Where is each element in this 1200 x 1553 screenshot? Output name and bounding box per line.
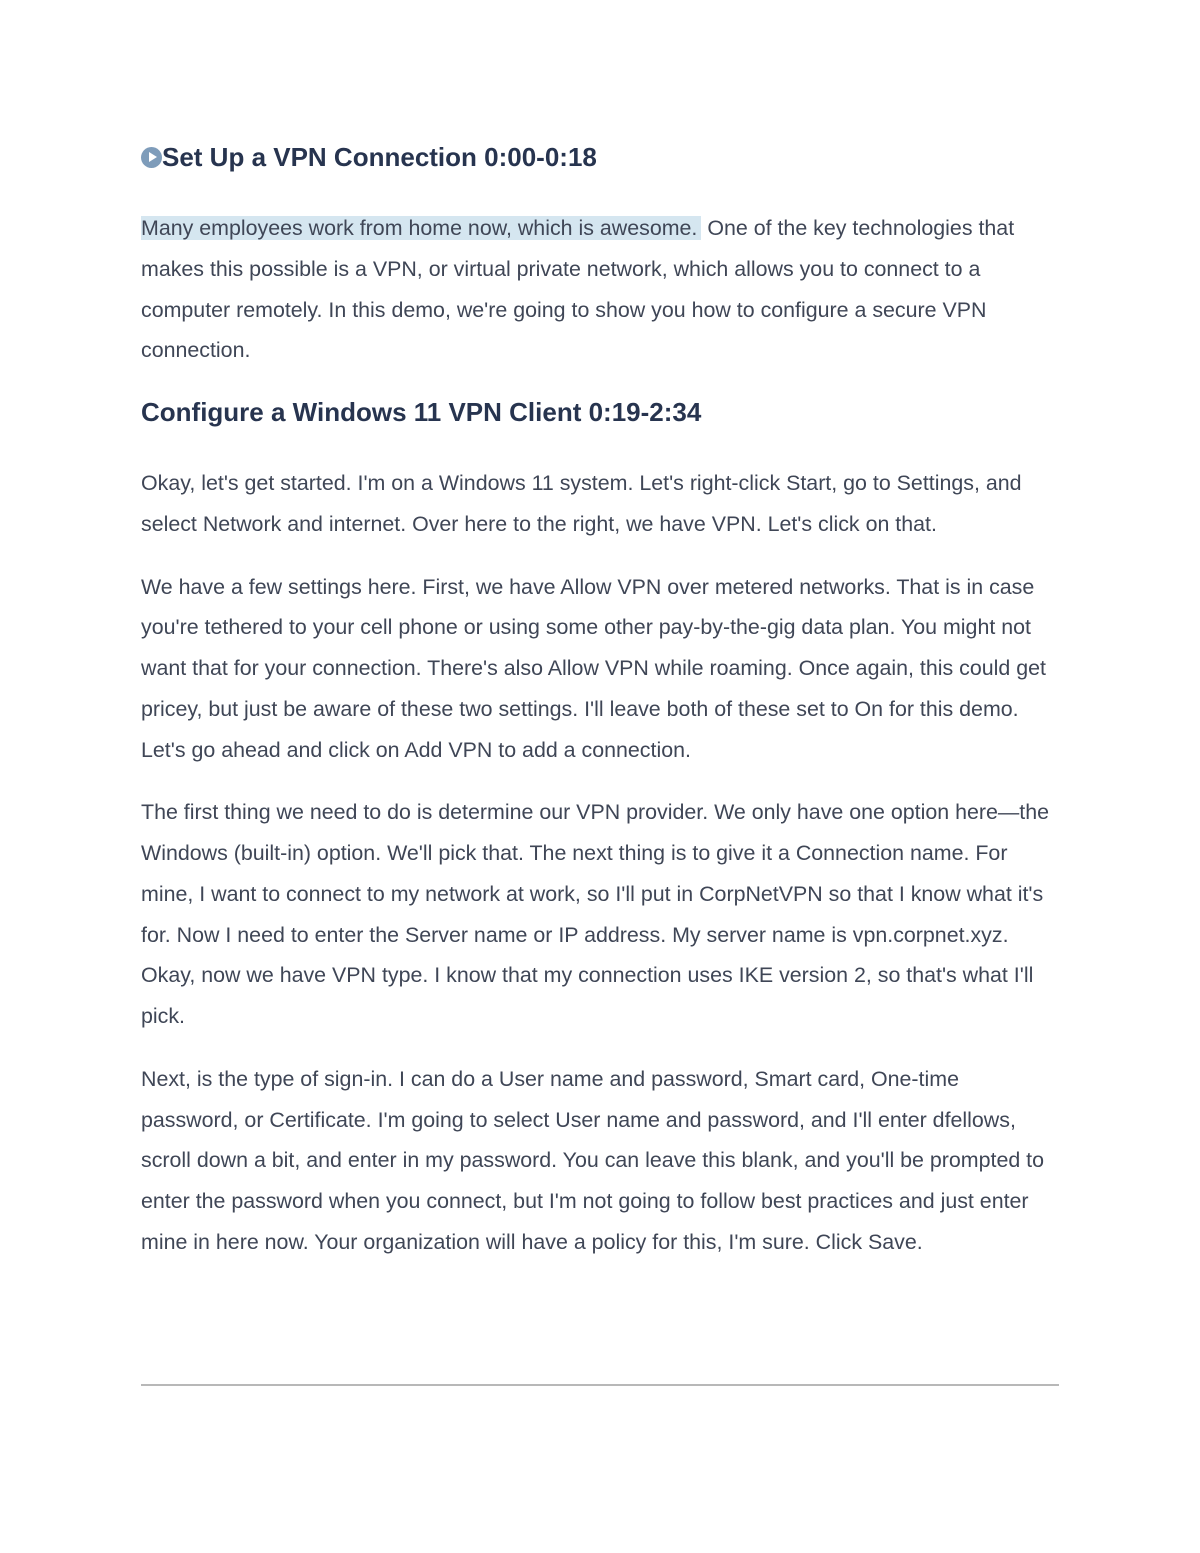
intro-paragraph-text: One of the key technologies that makes this possible is a VPN, or virtual private network, which allows you to connect to a computer remotely. In this demo, we're going to show you how to configure a secure VPN connection.: [141, 216, 1015, 363]
section-heading-windows-vpn-client: Configure a Windows 11 VPN Client 0:19-2:34: [141, 397, 702, 427]
heading-text: Set Up a VPN Connection 0:00-0:18: [162, 142, 597, 172]
paragraph-vpn-provider: The first thing we need to do is determine our VPN provider. We only have one option here—the Windows (built-in) option. We'll pick that. The next thing is to give it a Connection name. For mine, I want to connect to my network at work, so I'll put in CorpNetVPN so that I know what it's for. Now I need to enter the Server name or IP address. My server name is vpn.corpnet.xyz. Okay, now we have VPN type. I know that my connection uses IKE version 2, so that's what I'll pick.: [141, 800, 1050, 1028]
paragraph-getting-started: Okay, let's get started. I'm on a Windows 11 system. Let's right-click Start, go to Settings, and select Network and internet. Over here to the right, we have VPN. Let's click on that.: [141, 471, 1022, 536]
highlighted-sentence: Many employees work from home now, which is awesome.: [141, 216, 701, 240]
intro-paragraph: [141, 208, 1059, 371]
document-page: [141, 138, 1059, 1263]
bottom-divider: [141, 1384, 1059, 1386]
paragraph-sign-in-type: Next, is the type of sign-in. I can do a User name and password, Smart card, One-time password, or Certificate. I'm going to select User name and password, and I'll enter dfellows, scroll down a bit, and enter in my password. You can leave this blank, and you'll be prompted to enter the password when you connect, but I'm not going to follow best practices and just enter mine in here now. Your organization will have a policy for this, I'm sure. Click Save.: [141, 1066, 1045, 1254]
play-icon[interactable]: [141, 147, 162, 168]
section-heading-vpn-connection: [141, 138, 1059, 176]
paragraph-vpn-settings: We have a few settings here. First, we have Allow VPN over metered networks. That is in case you're tethered to your cell phone or using some other pay-by-the-gig data plan. You might not want that for your connection. There's also Allow VPN while roaming. Once again, this could get pricey, but just be aware of these two settings. I'll leave both of these set to On for this demo. Let's go ahead and click on Add VPN to add a connection.: [141, 574, 1046, 762]
